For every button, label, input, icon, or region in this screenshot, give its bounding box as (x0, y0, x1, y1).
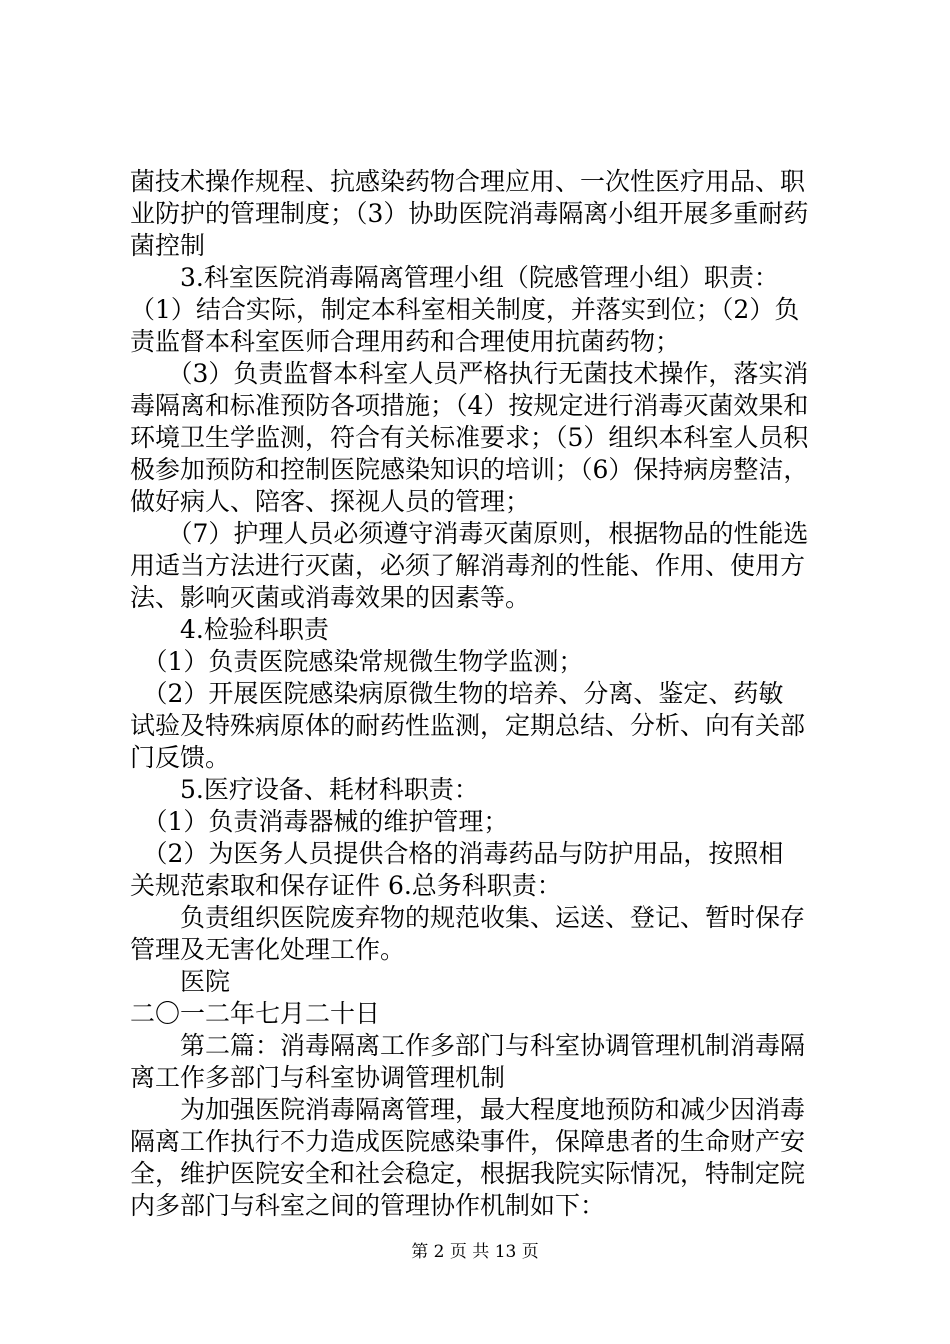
text-line: 菌控制 (130, 231, 206, 260)
text-line: 4.检验科职责 (130, 615, 329, 644)
text-line: 3.科室医院消毒隔离管理小组（院感管理小组）职责： (130, 263, 779, 292)
text-line: 管理及无害化处理工作。 (130, 935, 406, 964)
text-line: （7）护理人员必须遵守消毒灭菌原则，根据物品的性能选 (130, 519, 809, 548)
text-line: 用适当方法进行灭菌，必须了解消毒剂的性能、作用、使用方 (130, 551, 806, 580)
text-line: 第二篇：消毒隔离工作多部门与科室协调管理机制消毒隔 (130, 1031, 806, 1060)
text-line: 环境卫生学监测，符合有关标准要求；（5）组织本科室人员积 (130, 423, 809, 452)
text-line: 做好病人、陪客、探视人员的管理； (130, 487, 531, 516)
text-line: 二〇一二年七月二十日 (130, 999, 381, 1028)
text-line: （1）负责医院感染常规微生物学监测； (130, 647, 584, 676)
text-line: （2）开展医院感染病原微生物的培养、分离、鉴定、药敏 (130, 679, 784, 708)
text-line: 关规范索取和保存证件 6.总务科职责： (130, 871, 562, 900)
text-line: 负责组织医院废弃物的规范收集、运送、登记、暂时保存 (130, 903, 806, 932)
text-line: 业防护的管理制度；（3）协助医院消毒隔离小组开展多重耐药 (130, 199, 809, 228)
text-line: 极参加预防和控制医院感染知识的培训；（6）保持病房整洁， (130, 455, 809, 484)
text-line: （1）结合实际，制定本科室相关制度，并落实到位；（2）负 (130, 295, 800, 324)
text-line: 医院 (130, 967, 231, 996)
page-number: 第 2 页 共 13 页 (411, 1242, 539, 1262)
text-line: 试验及特殊病原体的耐药性监测，定期总结、分析、向有关部 (130, 711, 806, 740)
text-line: 隔离工作执行不力造成医院感染事件，保障患者的生命财产安 (130, 1127, 806, 1156)
text-line: 门反馈。 (130, 743, 231, 772)
text-line: 菌技术操作规程、抗感染药物合理应用、一次性医疗用品、职 (130, 167, 806, 196)
text-line: 内多部门与科室之间的管理协作机制如下： (130, 1191, 606, 1220)
text-line: （2）为医务人员提供合格的消毒药品与防护用品，按照相 (130, 839, 784, 868)
text-line: 离工作多部门与科室协调管理机制 (130, 1063, 506, 1092)
text-line: 5.医疗设备、耗材科职责： (130, 775, 479, 804)
text-line: 毒隔离和标准预防各项措施；（4）按规定进行消毒灭菌效果和 (130, 391, 809, 420)
text-line: 全，维护医院安全和社会稳定，根据我院实际情况，特制定院 (130, 1159, 806, 1188)
text-line: 为加强医院消毒隔离管理，最大程度地预防和减少因消毒 (130, 1095, 806, 1124)
text-line: 责监督本科室医师合理用药和合理使用抗菌药物； (130, 327, 681, 356)
text-line: （3）负责监督本科室人员严格执行无菌技术操作，落实消 (130, 359, 809, 388)
text-line: 法、影响灭菌或消毒效果的因素等。 (130, 583, 531, 612)
text-line: （1）负责消毒器械的维护管理； (130, 807, 509, 836)
